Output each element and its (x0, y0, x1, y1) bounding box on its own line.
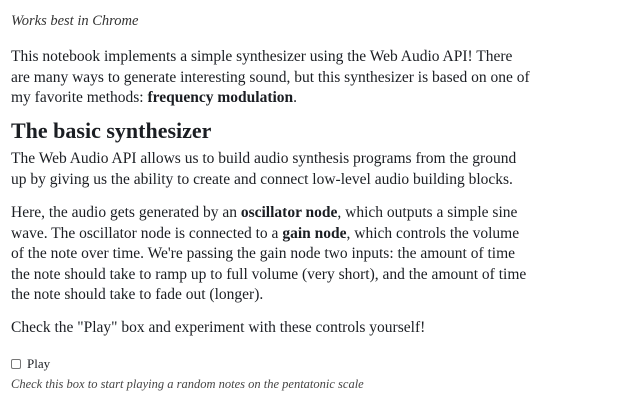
intro-paragraph (11, 47, 531, 109)
browser-note: Works best in Chrome (11, 13, 139, 29)
nodes-text-3: , which controls the volume of the note over time. We're passing the gain node two inputs: the amount of time the note should take to ramp up to full volume (very short), and the amount of time the note should take to fade out (longer). (11, 224, 527, 303)
instructions-paragraph: Check the "Play" box and experiment with these controls yourself! (11, 319, 426, 336)
gain-node-term: gain node (282, 224, 347, 242)
oscillator-node-term: oscillator node (240, 204, 338, 221)
intro-bold-term: frequency modulation (147, 89, 294, 106)
intro-text-end: . (293, 89, 298, 106)
audio-nodes-paragraph (11, 203, 531, 306)
nodes-text-1: Here, the audio gets generated by an (11, 204, 241, 221)
intro-text: This notebook implements a simple synthesizer using the Web Audio API! There are many ways to generate interesting sound, but this synthesizer is based on one of my favorite methods: (11, 48, 530, 106)
play-checkbox[interactable] (11, 359, 21, 369)
play-label[interactable]: Play (27, 356, 51, 371)
nodes-text-2: , which outputs a simple sine wave. The oscillator node is connected to a (11, 204, 518, 242)
section-heading: The basic synthesizer (11, 118, 212, 143)
play-checkbox-row[interactable] (11, 356, 50, 372)
web-audio-paragraph: The Web Audio API allows us to build audio synthesis programs from the ground up by giving us the ability to create and connect low-level audio building blocks. (11, 150, 517, 188)
play-caption: Check this box to start playing a random notes on the pentatonic scale (11, 377, 364, 391)
